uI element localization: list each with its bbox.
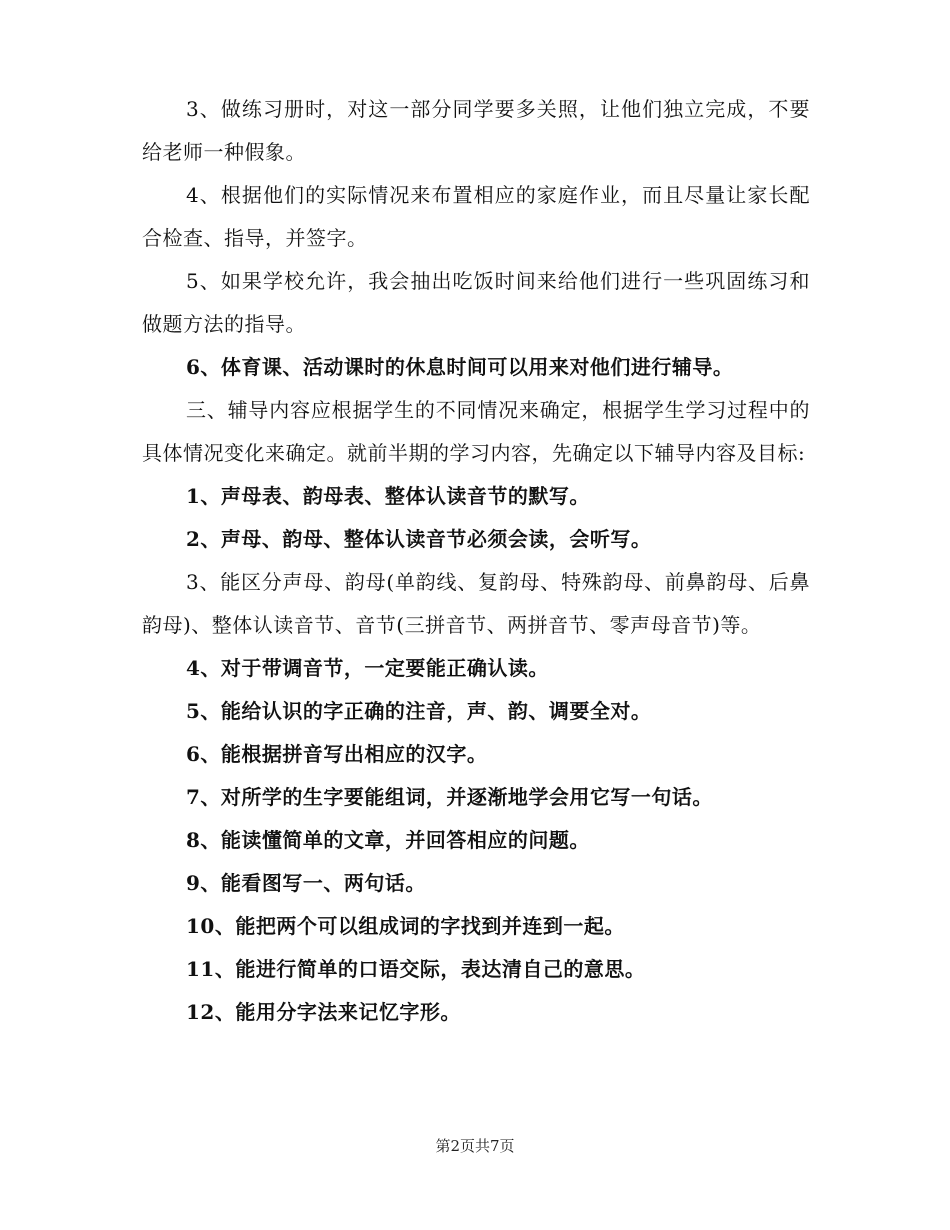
list-item: 10、能把两个可以组成词的字找到并连到一起。 <box>186 914 625 938</box>
paragraph: 5、如果学校允许，我会抽出吃饭时间来给他们进行一些巩固练习和做题方法的指导。 <box>142 269 810 336</box>
list-item: 1、声母表、韵母表、整体认读音节的默写。 <box>186 484 590 508</box>
paragraph: 6、体育课、活动课时的休息时间可以用来对他们进行辅导。 <box>186 355 734 379</box>
paragraph: 4、根据他们的实际情况来布置相应的家庭作业，而且尽量让家长配合检查、指导，并签字。 <box>142 183 810 250</box>
list-item: 3、能区分声母、韵母(单韵线、复韵母、特殊韵母、前鼻韵母、后鼻韵母)、整体认读音节、音节(三拼音节、两拼音节、零声母音节)等。 <box>142 570 810 637</box>
list-item: 2、声母、韵母、整体认读音节必须会读，会听写。 <box>186 527 652 551</box>
list-item: 8、能读懂简单的文章，并回答相应的问题。 <box>186 828 590 852</box>
list-item: 5、能给认识的字正确的注音，声、韵、调要全对。 <box>186 699 652 723</box>
list-item: 6、能根据拼音写出相应的汉字。 <box>186 742 488 766</box>
paragraph: 三、辅导内容应根据学生的不同情况来确定，根据学生学习过程中的具体情况变化来确定。就前半期的学习内容，先确定以下辅导内容及目标: <box>142 398 810 465</box>
document-body <box>142 88 810 1034</box>
list-item: 4、对于带调音节，一定要能正确认读。 <box>186 656 549 680</box>
paragraph: 3、做练习册时，对这一部分同学要多关照，让他们独立完成，不要给老师一种假象。 <box>142 97 810 164</box>
list-item: 11、能进行简单的口语交际，表达清自己的意思。 <box>186 957 646 981</box>
list-item: 9、能看图写一、两句话。 <box>186 871 426 895</box>
list-item: 12、能用分字法来记忆字形。 <box>186 1000 461 1024</box>
page-footer: 第2页共7页 <box>435 1137 515 1155</box>
list-item: 7、对所学的生字要能组词，并逐渐地学会用它写一句话。 <box>186 785 713 809</box>
